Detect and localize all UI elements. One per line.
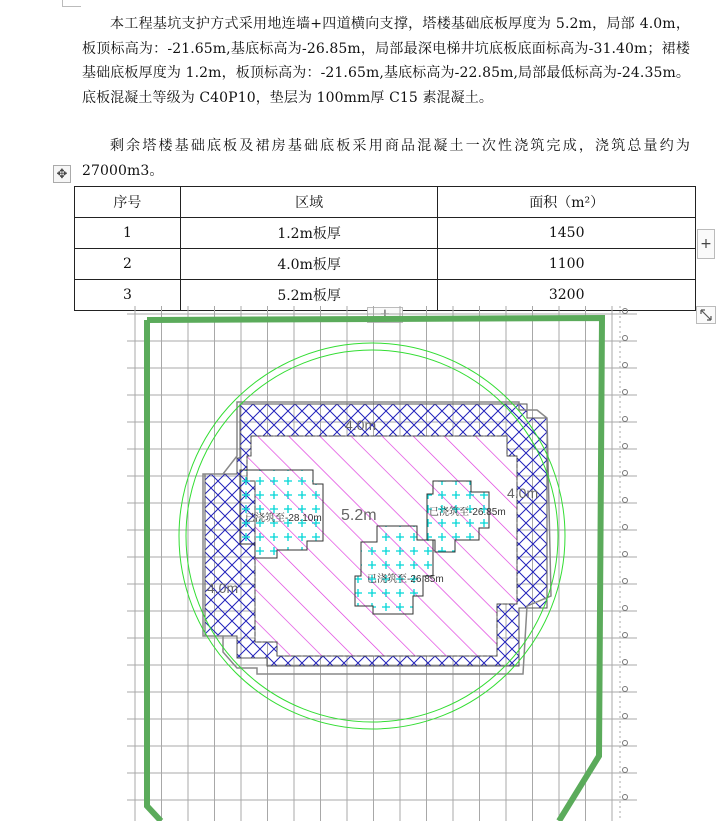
cell-index: 3 xyxy=(75,280,181,311)
add-row-button[interactable]: + xyxy=(697,229,715,259)
cell-index: 1 xyxy=(75,218,181,249)
right-edge-markers xyxy=(623,309,628,800)
area-table xyxy=(74,186,696,311)
cell-area: 1100 xyxy=(438,249,696,280)
label-right-thickness: 4.0m xyxy=(507,485,539,501)
cell-zone: 5.2m板厚 xyxy=(180,280,438,311)
table-row xyxy=(75,218,696,249)
label-pit-left: 已浇筑至-28.10m xyxy=(245,513,322,524)
foundation-plan-drawing xyxy=(127,306,637,821)
cell-index: 2 xyxy=(75,249,181,280)
add-column-button[interactable]: + xyxy=(367,307,403,323)
label-center-thickness: 5.2m xyxy=(341,507,377,524)
resize-handle-icon[interactable] xyxy=(696,306,716,324)
cell-zone: 1.2m板厚 xyxy=(180,218,438,249)
header-area: 面积（m²） xyxy=(438,187,696,218)
label-left-thickness: 4.0m xyxy=(207,580,239,596)
page-corner-mark xyxy=(62,0,81,7)
cell-area: 1450 xyxy=(438,218,696,249)
table-row xyxy=(75,249,696,280)
table-move-handle-icon[interactable]: ✥ xyxy=(53,165,71,183)
label-pit-right: 已浇筑至-26.85m xyxy=(429,507,506,518)
table-header-row xyxy=(75,187,696,218)
header-index: 序号 xyxy=(75,187,181,218)
cell-zone: 4.0m板厚 xyxy=(180,249,438,280)
label-pit-center: 已浇筑至-26.85m xyxy=(367,574,444,585)
cell-area: 3200 xyxy=(438,280,696,311)
header-zone: 区域 xyxy=(180,187,438,218)
paragraph-pour-volume: 剩余塔楼基础底板及裙房基础底板采用商品混凝土一次性浇筑完成，浇筑总量约为 27000m3。 xyxy=(82,138,690,179)
paragraph-foundation-description: 本工程基坑支护方式采用地连墙+四道横向支撑，塔楼基础底板厚度为 5.2m，局部 4.0m，板顶标高为：-21.65m,基底标高为-26.85m，局部最深电梯井坑底板底面标高为-31.40m；裙楼基础底板厚度为 1.2m，板顶标高为：-21.65m,基底标高为-22.85m,局部最低标高为-24.35m。底板混凝土等级为 C40P10，垫层为 100mm厚 C15 素混凝土。 xyxy=(82,16,690,106)
label-top-thickness: 4.0m xyxy=(345,417,377,433)
